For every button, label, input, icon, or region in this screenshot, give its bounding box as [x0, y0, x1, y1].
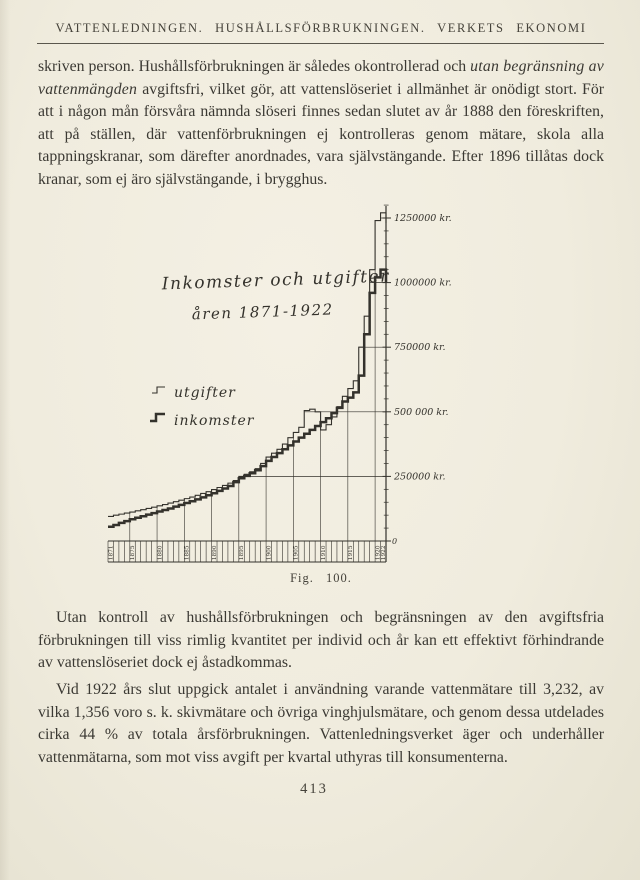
- svg-text:1900: 1900: [266, 545, 273, 561]
- page-number: 413: [300, 781, 328, 797]
- svg-text:1895: 1895: [239, 545, 246, 561]
- svg-text:1880: 1880: [157, 545, 164, 561]
- svg-text:1910: 1910: [320, 545, 327, 561]
- svg-text:åren 1871-1922: åren 1871-1922: [191, 300, 334, 324]
- paragraph-2: Utan kontroll av hushållsförbrukningen och begränsningen av den avgiftsfria förbrukningen till viss rimlig kvantitet per individ och år kan ett effektivt förhindrande av vattenslöseriet dock ej åstadkommas.: [38, 609, 604, 671]
- svg-text:1000000 kr.: 1000000 kr.: [394, 277, 452, 289]
- header-rule: [37, 43, 604, 44]
- paragraph-1-post: avgiftsfri, vilket gör, att vattenslöseriet i allmänhet är onödigt stort. För att i någon mån försvåra nämnda slöseri finnes sedan slutet av år 1888 den föreskriften, att på ställen, där vattenförbrukningen ej kontrolleras genom mätare, skola alla tappningskranar, som därefter anordnades, vara självstängande. Efter 1896 tillåtas dock kranar, som ej äro självstängande, i brygghus.: [38, 80, 605, 188]
- running-header: VATTENLEDNINGEN. HUSHÅLLSFÖRBRUKNINGEN. VERKETS EKONOMI: [55, 21, 587, 35]
- paragraph-1-pre: skriven person. Hushållsförbrukningen är således okontrollerad och: [38, 58, 467, 75]
- income-expenses-chart: [40, 200, 620, 582]
- svg-text:250000 kr.: 250000 kr.: [394, 471, 446, 483]
- svg-text:Inkomster och utgifter: Inkomster och utgifter: [161, 266, 391, 295]
- svg-text:750000 kr.: 750000 kr.: [394, 342, 446, 354]
- svg-text:500 000 kr.: 500 000 kr.: [394, 406, 449, 418]
- svg-text:1875: 1875: [130, 545, 137, 561]
- svg-text:1915: 1915: [348, 545, 355, 561]
- svg-text:1885: 1885: [184, 545, 191, 561]
- svg-text:1905: 1905: [293, 545, 300, 561]
- svg-text:1250000 kr.: 1250000 kr.: [394, 213, 452, 224]
- svg-text:1920: 1920: [375, 545, 382, 561]
- svg-text:1871: 1871: [108, 545, 115, 561]
- svg-text:inkomster: inkomster: [174, 413, 255, 429]
- paragraph-1: [38, 56, 604, 191]
- paragraph-1-emphasis: utan begränsning av vattenmängden: [38, 58, 604, 98]
- svg-text:utgifter: utgifter: [174, 385, 236, 401]
- svg-text:1922: 1922: [380, 545, 387, 561]
- svg-text:0: 0: [392, 537, 398, 546]
- paragraph-3: Vid 1922 års slut uppgick antalet i användning varande vattenmätare till 3,232, av vilka 1,356 voro s. k. skivmätare och övriga vinghjulsmätare, och genom dessa utdelades cirka 44 % av totala årsförbrukningen. Vattenledningsverket äger och underhåller vattenmätarna, som mot viss avgift per kvartal uthyras till konsumenterna.: [38, 681, 604, 766]
- figure-caption: Fig. 100.: [290, 571, 352, 585]
- svg-text:1890: 1890: [211, 545, 218, 561]
